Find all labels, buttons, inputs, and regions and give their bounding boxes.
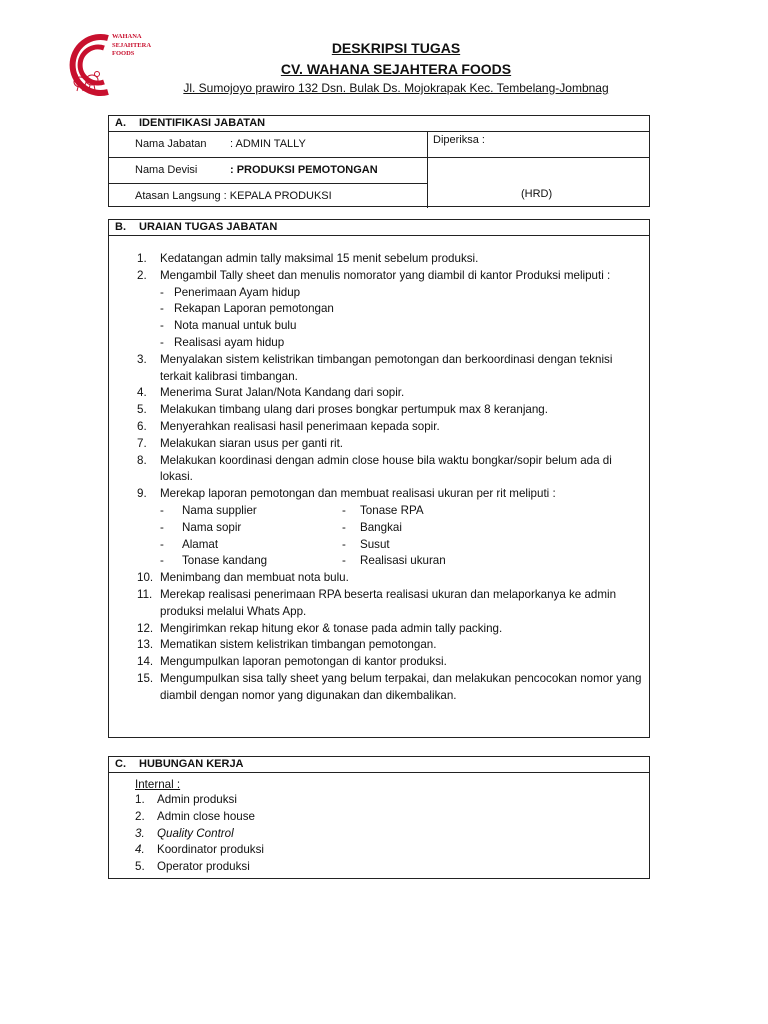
task-item: 14. Mengumpulkan laporan pemotongan di kantor produksi.: [137, 655, 447, 669]
sub-item-pair: - Tonase kandang - Realisasi ukuran: [160, 554, 446, 568]
section-identifikasi-jabatan: [108, 115, 650, 207]
logo-text: WAHANA SEJAHTERA FOODS: [112, 33, 152, 57]
internal-label: Internal :: [135, 778, 181, 791]
task-item: 10. Menimbang dan membuat nota bulu.: [137, 571, 349, 585]
task-item: 8. Melakukan koordinasi dengan admin close house bila waktu bongkar/sopir belum ada di lokasi.: [137, 453, 612, 484]
company-address: Jl. Sumojoyo prawiro 132 Dsn. Bulak Ds. Mojokrapak Kec. Tembelang-Jombnag: [183, 81, 609, 95]
task-item: 6. Menyerahkan realisasi hasil penerimaan kepada sopir.: [137, 419, 440, 433]
task-item: 9. Merekap laporan pemotongan dan membuat realisasi ukuran per rit meliputi : - Nama supplier - Tonase RPA - Nama sopir - Bangkai - Alamat - Susut - Tonase kandang - Realisasi ukuran: [109, 486, 649, 570]
relation-item: 3. Quality Control: [135, 826, 234, 840]
relation-list: [109, 792, 649, 876]
section-b-heading: B. URAIAN TUGAS JABATAN: [109, 220, 649, 236]
relation-item: 5. Operator produksi: [135, 860, 250, 874]
relation-item: 2. Admin close house: [135, 809, 255, 823]
sub-item-pair: - Nama supplier - Tonase RPA: [160, 503, 424, 517]
task-item: 1. Kedatangan admin tally maksimal 15 menit sebelum produksi.: [137, 252, 479, 265]
section-hubungan-kerja: [108, 756, 650, 879]
sub-item-pair: - Alamat - Susut: [160, 537, 390, 551]
section-a-heading: A. IDENTIFIKASI JABATAN: [109, 116, 649, 132]
sub-item: - Realisasi ayam hidup: [160, 335, 285, 349]
atasan-langsung-row: Atasan Langsung : KEPALA PRODUKSI: [135, 190, 332, 202]
relation-item: 1. Admin produksi: [135, 793, 237, 806]
task-item: 4. Menerima Surat Jalan/Nota Kandang dari sopir.: [137, 386, 405, 400]
document-title: DESKRIPSI TUGAS: [331, 40, 461, 56]
task-item: 7. Melakukan siaran usus per ganti rit.: [137, 436, 344, 450]
sub-item: - Nota manual untuk bulu: [160, 319, 297, 333]
diperiksa-label: Diperiksa :: [427, 132, 649, 158]
task-item: 13. Mematikan sistem kelistrikan timbangan pemotongan.: [137, 638, 437, 652]
nama-devisi-row: Nama Devisi : PRODUKSI PEMOTONGAN: [109, 158, 427, 184]
sub-item: - Penerimaan Ayam hidup: [160, 285, 301, 299]
sub-item-pair: - Nama sopir - Bangkai: [160, 520, 402, 534]
task-list: [109, 251, 649, 705]
nama-jabatan-row: Nama Jabatan : ADMIN TALLY: [109, 132, 427, 158]
relation-item: 4. Koordinator produksi: [135, 843, 264, 857]
section-c-heading: C. HUBUNGAN KERJA: [109, 757, 649, 773]
task-item: 5. Melakukan timbang ulang dari proses bongkar pertumpuk max 8 keranjang.: [137, 403, 548, 417]
task-item: 3. Menyalakan sistem kelistrikan timbangan pemotongan dan berkoordinasi dengan teknisi terkait kalibrasi timbangan.: [137, 352, 613, 383]
task-item: 12. Mengirimkan rekap hitung ekor & tonase pada admin tally packing.: [137, 621, 503, 635]
task-item: 15. Mengumpulkan sisa tally sheet yang belum terpakai, dan melakukan pencocokan nomor yang diambil dengan nomor yang digunakan dan dikembalikan.: [137, 671, 642, 702]
hrd-label: (HRD): [521, 188, 553, 200]
task-item: 2. Mengambil Tally sheet dan menulis nomorator yang diambil di kantor Produksi meliputi : - Penerimaan Ayam hidup - Rekapan Laporan pemotongan - Nota manual untuk bulu - Realisasi ayam hidup: [109, 268, 649, 352]
section-uraian-tugas: [108, 219, 650, 738]
company-name: CV. WAHANA SEJAHTERA FOODS: [280, 61, 512, 77]
sub-item: - Rekapan Laporan pemotongan: [160, 302, 334, 316]
task-item: 11. Merekap realisasi penerimaan RPA beserta realisasi ukuran dan melaporkanya ke admin produksi melalui Whats App.: [137, 587, 617, 618]
